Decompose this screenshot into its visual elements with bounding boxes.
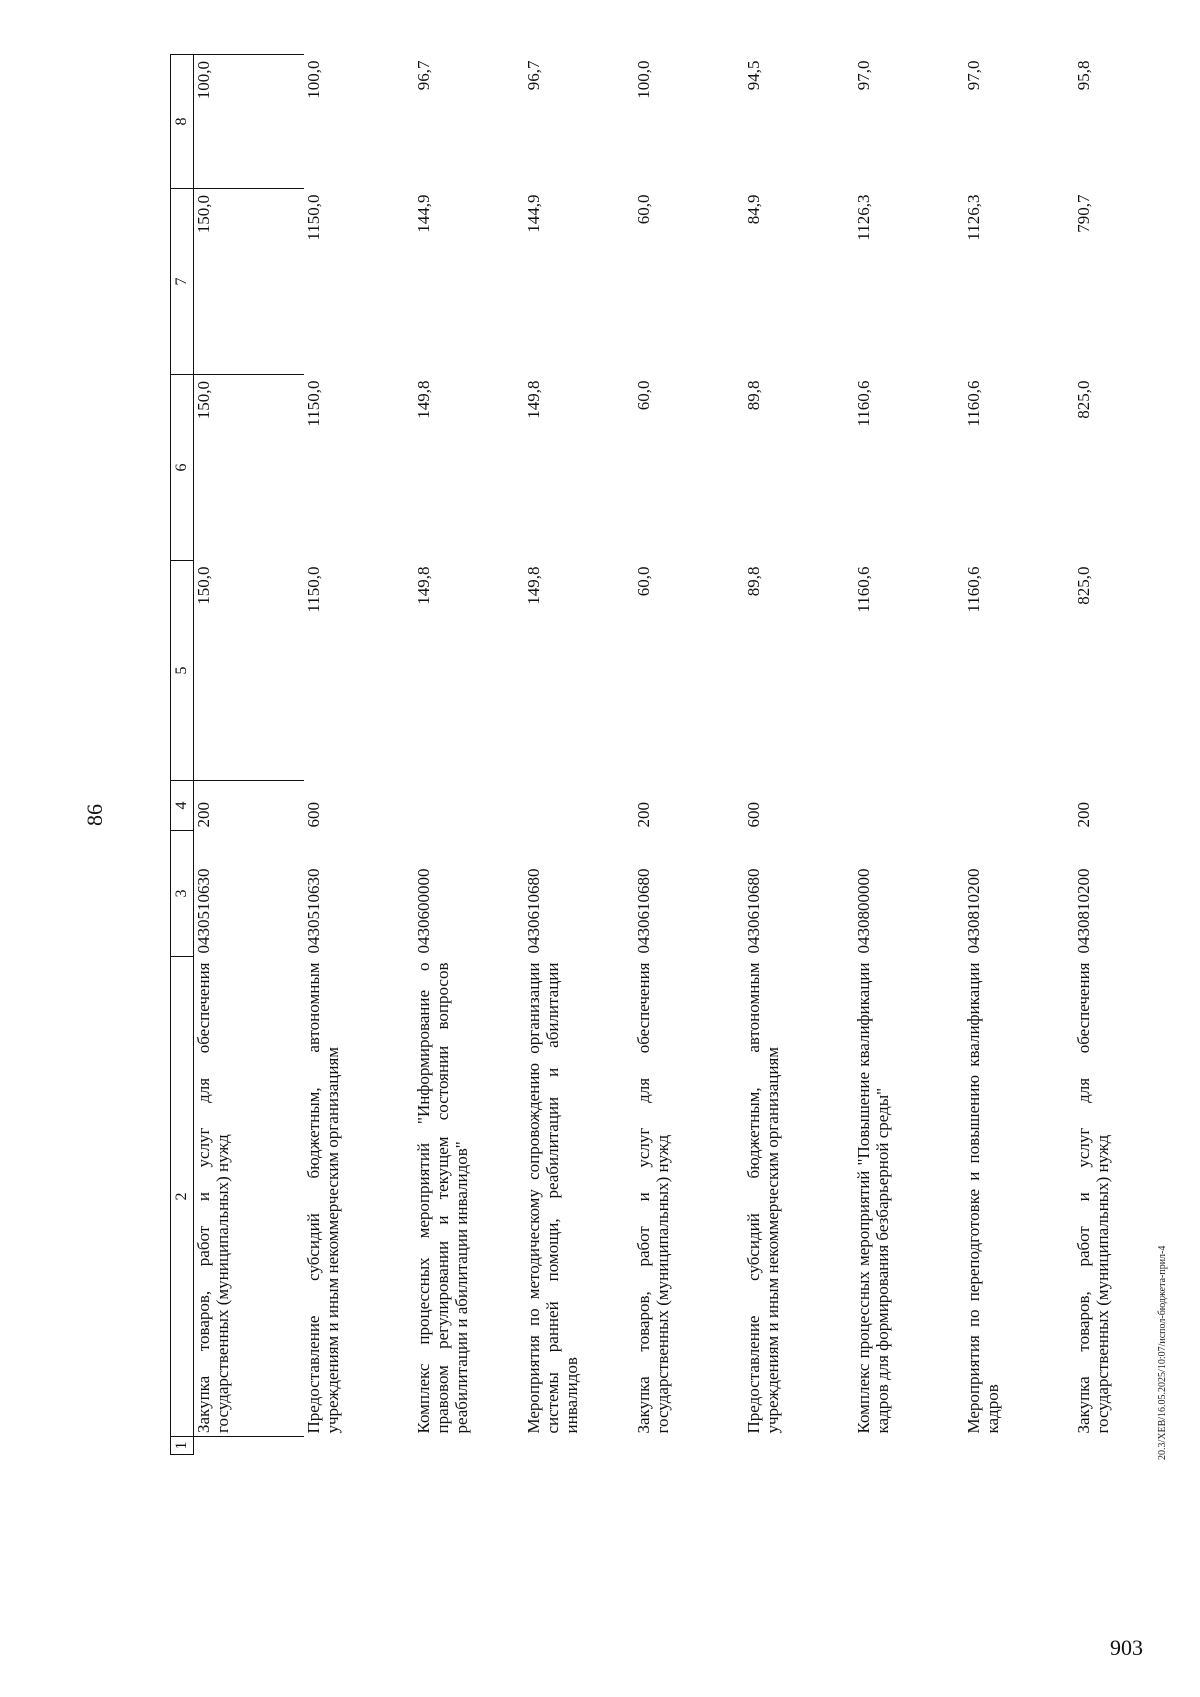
cell-col8: 94,5 xyxy=(743,60,763,91)
cell-code: 0430610680 xyxy=(633,868,653,954)
header-cell-1: 1 xyxy=(171,1437,194,1455)
cell-col1 xyxy=(964,1437,1074,1455)
cell-col5: 60,0 xyxy=(633,566,653,597)
cell-code: 0430510630 xyxy=(194,868,213,954)
cell-expense-type xyxy=(524,781,634,831)
cell-col8: 97,0 xyxy=(853,60,873,91)
table-row xyxy=(744,55,854,1455)
cell-code: 0430810200 xyxy=(1073,868,1093,954)
cell-col6: 825,0 xyxy=(1073,380,1093,419)
cell-col8: 96,7 xyxy=(413,60,433,91)
cell-code: 0430600000 xyxy=(413,868,433,954)
cell-expense-type xyxy=(854,781,964,831)
table-row xyxy=(634,55,744,1455)
cell-col5: 1160,6 xyxy=(963,566,983,613)
cell-name: Закупка товаров, работ и услуг для обеспечения государственных (муниципальных) нужд xyxy=(194,962,233,1433)
table-body xyxy=(194,55,1184,1455)
header-cell-3: 3 xyxy=(171,831,194,957)
cell-col1 xyxy=(634,1437,744,1455)
cell-col5: 149,8 xyxy=(413,566,433,605)
cell-expense-type: 200 xyxy=(633,802,653,828)
header-cell-5: 5 xyxy=(171,561,194,781)
cell-col1 xyxy=(744,1437,854,1455)
budget-table xyxy=(170,55,1150,1455)
cell-col8: 100,0 xyxy=(633,60,653,99)
cell-col1 xyxy=(414,1437,524,1455)
cell-col6: 149,8 xyxy=(413,380,433,419)
budget-table-grid xyxy=(170,54,1184,1455)
table-row xyxy=(414,55,524,1455)
cell-col1 xyxy=(854,1437,964,1455)
cell-col5: 825,0 xyxy=(1073,566,1093,605)
cell-col6: 1150,0 xyxy=(303,380,323,427)
cell-name: Закупка товаров, работ и услуг для обеспечения государственных (муниципальных) нужд xyxy=(1073,962,1112,1434)
cell-name: Закупка товаров, работ и услуг для обеспечения государственных (муниципальных) нужд xyxy=(633,962,672,1434)
cell-name: Комплекс процессных мероприятий "Повышение квалификации кадров для формирования безбарьерной среды" xyxy=(853,962,892,1434)
table-row xyxy=(304,55,414,1455)
cell-col6: 60,0 xyxy=(633,380,653,411)
cell-col8: 97,0 xyxy=(963,60,983,91)
cell-expense-type: 200 xyxy=(1073,802,1093,828)
cell-col6: 149,8 xyxy=(523,380,543,419)
cell-name: Предоставление субсидий бюджетным, автономным учреждениям и иным некоммерческим организациям xyxy=(303,962,342,1434)
cell-col1 xyxy=(194,1437,304,1455)
cell-col7: 1126,3 xyxy=(963,194,983,241)
cell-col6: 150,0 xyxy=(194,375,304,561)
cell-expense-type xyxy=(964,781,1074,831)
table-row xyxy=(964,55,1074,1455)
cell-name: Предоставление субсидий бюджетным, автономным учреждениям и иным некоммерческим организациям xyxy=(743,962,782,1434)
cell-col5: 150,0 xyxy=(194,566,213,605)
table-row xyxy=(854,55,964,1455)
cell-col7: 60,0 xyxy=(633,194,653,225)
cell-col5: 1160,6 xyxy=(853,566,873,613)
cell-col8: 95,8 xyxy=(1073,60,1093,91)
cell-col5: 149,8 xyxy=(523,566,543,605)
cell-code: 0430610680 xyxy=(743,868,763,954)
cell-expense-type: 600 xyxy=(303,802,323,828)
header-cell-6: 6 xyxy=(171,375,194,561)
header-cell-7: 7 xyxy=(171,189,194,375)
cell-name: Мероприятия по методическому сопровождению организации системы ранней помощи, реабилитации и абилитации инвалидов xyxy=(523,962,581,1434)
cell-code: 0430810200 xyxy=(963,868,983,954)
cell-name: Мероприятия по переподготовке и повышению квалификации кадров xyxy=(963,962,1002,1434)
cell-code: 0430510630 xyxy=(303,868,323,954)
cell-col5: 1150,0 xyxy=(303,566,323,613)
cell-col7: 150,0 xyxy=(194,189,304,375)
cell-col8: 96,7 xyxy=(523,60,543,91)
header-cell-2: 2 xyxy=(171,957,194,1437)
table-header xyxy=(171,55,194,1455)
cell-code: 0430800000 xyxy=(853,868,873,954)
cell-col7: 1126,3 xyxy=(853,194,873,241)
document-stamp: 20.3/ХЕВ/16.05.2025/10:07/испол-бюджета-прил-4 xyxy=(1157,1245,1168,1460)
page-number: 86 xyxy=(82,804,107,826)
cell-col6: 89,8 xyxy=(743,380,763,411)
cell-col7: 790,7 xyxy=(1073,194,1093,233)
sheet-number: 903 xyxy=(1110,1635,1143,1660)
cell-code: 0430610680 xyxy=(523,868,543,954)
cell-col7: 1150,0 xyxy=(303,194,323,241)
cell-col1 xyxy=(524,1437,634,1455)
cell-name: Комплекс процессных мероприятий "Информирование о правовом регулировании и текущем состоянии вопросов реабилитации и абилитации инвалидов" xyxy=(413,962,471,1434)
cell-col7: 144,9 xyxy=(413,194,433,233)
cell-col8: 100,0 xyxy=(194,55,304,189)
cell-col8: 100,0 xyxy=(303,60,323,99)
cell-expense-type: 200 xyxy=(194,781,304,831)
cell-expense-type: 600 xyxy=(743,802,763,828)
cell-col5: 89,8 xyxy=(743,566,763,597)
header-cell-4: 4 xyxy=(171,781,194,831)
cell-expense-type xyxy=(414,781,524,831)
cell-col1 xyxy=(304,1437,414,1455)
cell-col6: 1160,6 xyxy=(963,380,983,427)
cell-col7: 144,9 xyxy=(523,194,543,233)
header-cell-8: 8 xyxy=(171,55,194,189)
table-row xyxy=(524,55,634,1455)
table-row xyxy=(194,55,304,1455)
cell-col7: 84,9 xyxy=(743,194,763,225)
cell-col6: 1160,6 xyxy=(853,380,873,427)
